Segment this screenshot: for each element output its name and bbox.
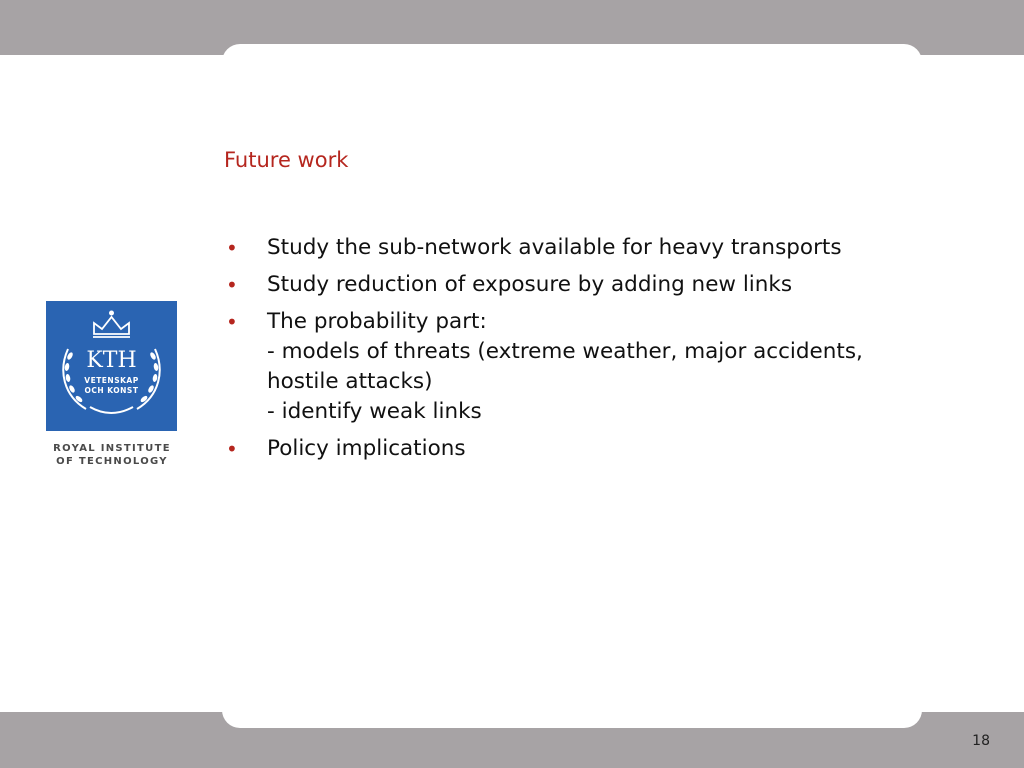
emblem-motto-line2: OCH KONST	[84, 386, 139, 395]
bullet-text: Policy implications	[267, 436, 466, 461]
page-number: 18	[972, 733, 990, 749]
kth-emblem-icon	[46, 301, 177, 431]
bullet-item	[224, 434, 914, 464]
bullet-dot-icon: •	[226, 437, 238, 461]
bullet-item	[224, 307, 914, 427]
bullet-text: Study reduction of exposure by adding new links	[267, 272, 793, 297]
kth-logo	[46, 301, 177, 431]
bullet-list	[224, 233, 914, 471]
bullet-item	[224, 270, 914, 300]
bullet-dot-icon: •	[226, 310, 238, 334]
logo-caption	[44, 442, 180, 468]
emblem-text: KTH	[86, 348, 137, 373]
bullet-item	[224, 233, 914, 263]
logo-caption-line1: ROYAL INSTITUTE	[53, 443, 171, 454]
emblem-motto-line1: VETENSKAP	[84, 376, 139, 385]
bullet-dot-icon: •	[226, 236, 238, 260]
bullet-subline: - models of threats (extreme weather, major accidents, hostile attacks)	[267, 339, 863, 394]
logo-caption-line2: OF TECHNOLOGY	[56, 456, 168, 467]
bullet-text: The probability part:	[267, 309, 487, 334]
bullet-dot-icon: •	[226, 273, 238, 297]
bullet-subline: - identify weak links	[267, 399, 482, 424]
bullet-text: Study the sub-network available for heavy transports	[267, 235, 842, 260]
slide-title: Future work	[224, 148, 349, 172]
